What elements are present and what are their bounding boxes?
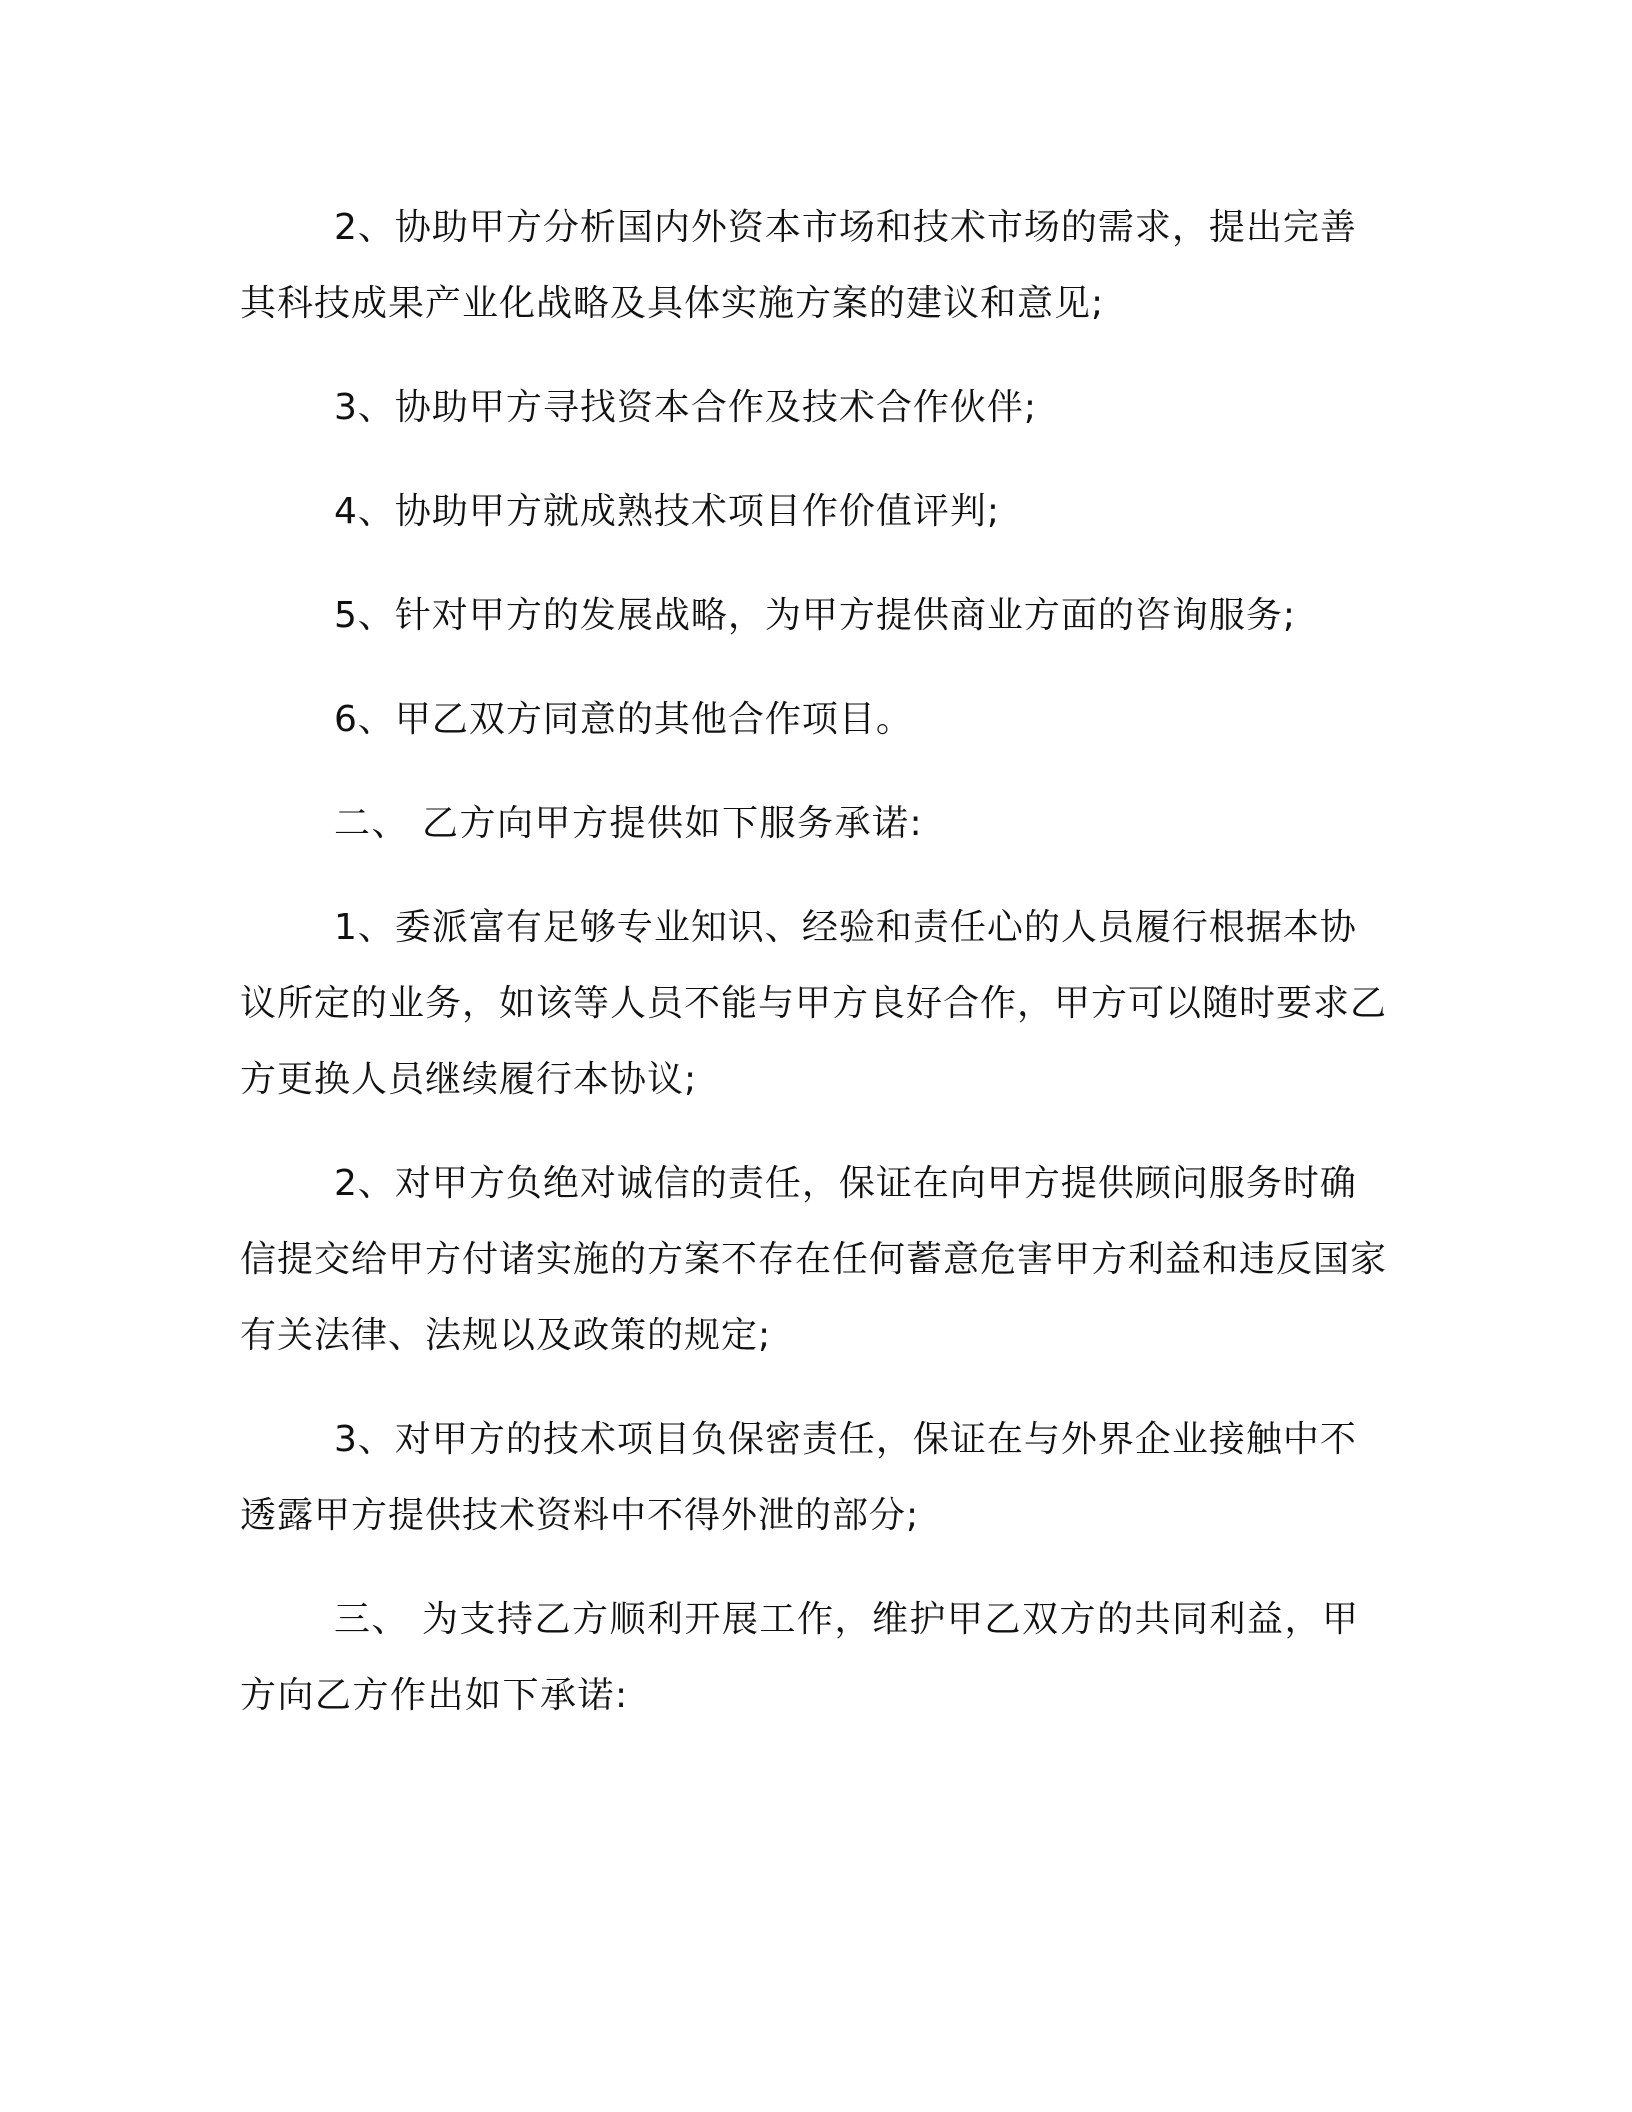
commitment-1-staff: 1、委派富有足够专业知识、经验和责任心的人员履行根据本协议所定的业务，如该等人员不能与甲方良好合作，甲方可以随时要求乙方更换人员继续履行本协议; <box>240 907 1388 1100</box>
commitment-3-confidentiality: 3、对甲方的技术项目负保密责任，保证在与外界企业接触中不透露甲方提供技术资料中不得外泄的部分; <box>240 1419 1357 1536</box>
clause-4-valuation: 4、协助甲方就成熟技术项目作价值评判; <box>334 491 1001 532</box>
section-3-heading: 三、 为支持乙方顺利开展工作，维护甲乙双方的共同利益，甲方向乙方作出如下承诺: <box>240 1599 1360 1716</box>
clause-2-analysis: 2、协助甲方分析国内外资本市场和技术市场的需求，提出完善其科技成果产业化战略及具体实施方案的建议和意见; <box>240 207 1357 324</box>
document-body <box>240 190 1390 1762</box>
section-2-heading: 二、 乙方向甲方提供如下服务承诺: <box>334 803 924 844</box>
clause-5-consulting: 5、针对甲方的发展战略，为甲方提供商业方面的咨询服务; <box>334 595 1297 636</box>
clause-3-partners: 3、协助甲方寻找资本合作及技术合作伙伴; <box>334 387 1038 428</box>
commitment-2-integrity: 2、对甲方负绝对诚信的责任，保证在向甲方提供顾问服务时确信提交给甲方付诸实施的方案不存在任何蓄意危害甲方利益和违反国家有关法律、法规以及政策的规定; <box>240 1163 1388 1356</box>
clause-6-other: 6、甲乙双方同意的其他合作项目。 <box>334 699 913 740</box>
